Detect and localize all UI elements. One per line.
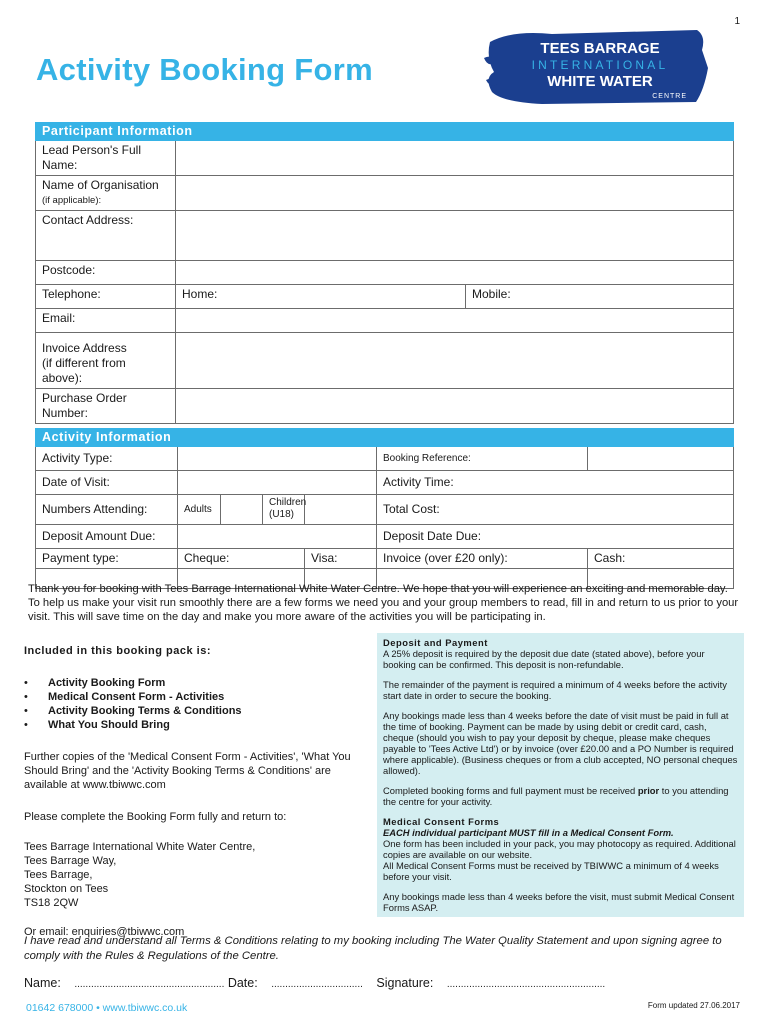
home-phone-field[interactable]: Home:	[176, 285, 466, 309]
booking-ref-label: Booking Reference:	[377, 447, 588, 471]
logo-line2: INTERNATIONAL	[531, 58, 669, 72]
email-field[interactable]	[176, 309, 734, 333]
page-number: 1	[734, 16, 740, 27]
medical-p2: All Medical Consent Forms must be received by TBIWWC a minimum of 4 weeks before your visit.	[383, 860, 719, 882]
medical-p3: Any bookings made less than 4 weeks before the visit, must submit Medical Consent Forms ASAP.	[383, 891, 735, 913]
address-label: Contact Address:	[36, 211, 176, 261]
telephone-label: Telephone:	[36, 285, 176, 309]
deposit-amount-field[interactable]	[178, 525, 377, 549]
lead-name-label: Lead Person's Full Name:	[36, 141, 176, 176]
pack-return: Please complete the Booking Form fully and return to:	[24, 811, 287, 823]
return-email[interactable]: Or email: enquiries@tbiwwc.com	[24, 926, 185, 938]
deposit-p4: Completed booking forms and full payment must be received prior to you attending the centre for your activity.	[383, 785, 729, 807]
pack-list	[24, 676, 364, 732]
activity-time-field[interactable]: Activity Time:	[377, 471, 734, 495]
activity-type-label: Activity Type:	[36, 447, 178, 471]
pack-item: • Activity Booking Terms & Conditions	[48, 704, 364, 718]
activity-table	[35, 428, 734, 589]
logo-line1: TEES BARRAGE	[540, 40, 660, 57]
deposit-p2: The remainder of the payment is required a minimum of 4 weeks before the activity start date in order to secure the booking.	[383, 679, 727, 701]
adults-label: Adults	[178, 495, 221, 525]
logo-line3: WHITE WATER	[547, 73, 653, 90]
date-field[interactable]: .................................	[271, 979, 363, 990]
booking-pack-info	[24, 643, 364, 939]
footer-contact: 01642 678000 • www.tbiwwc.co.uk	[26, 1002, 188, 1014]
signature-field[interactable]: .........................................................	[446, 979, 606, 990]
medical-heading: Medical Consent Forms	[383, 816, 500, 827]
children-field[interactable]	[305, 495, 377, 525]
intro-text: Thank you for booking with Tees Barrage International White Water Centre. We hope that you will experience an exciting and memorable day. To help us make your visit run smoothly there are a few forms we need you and your group members to read, fill in and return to us prior to your visit. This will save time on the day and make you more aware of the activities you will be participating in.	[28, 583, 739, 623]
invoice-field[interactable]: Invoice (over £20 only):	[377, 549, 588, 569]
address-field[interactable]	[176, 211, 734, 261]
deposit-date-field[interactable]: Deposit Date Due:	[377, 525, 734, 549]
pack-item: • Activity Booking Form	[48, 676, 364, 690]
deposit-p1: A 25% deposit is required by the deposit due date (stated above), before your booking can be confirmed. This deposit is non-refundable.	[383, 648, 705, 670]
visa-field[interactable]: Visa:	[305, 549, 377, 569]
invoice-address-label: Invoice Address (if different from above):	[36, 333, 176, 389]
cash-field[interactable]: Cash:	[588, 549, 734, 569]
children-label: Children (U18)	[263, 495, 305, 525]
signature-line: Name: ...................................................... Date: ................................. Signature: .........................................................	[24, 976, 606, 990]
organisation-label: Name of Organisation (if applicable):	[36, 176, 176, 211]
deposit-heading: Deposit and Payment	[383, 637, 488, 648]
pack-item: • Medical Consent Form - Activities	[48, 690, 364, 704]
po-number-label: Purchase Order Number:	[36, 389, 176, 424]
agreement-text: I have read and understand all Terms & Conditions relating to my booking including The Water Quality Statement and upon signing agree to comply with the Rules & Regulations of the Centre.	[24, 935, 722, 962]
booking-form	[35, 122, 733, 589]
email-label: Email:	[36, 309, 176, 333]
centre-logo	[482, 28, 712, 106]
lead-name-field[interactable]	[176, 141, 734, 176]
adults-field[interactable]	[221, 495, 263, 525]
page-title: Activity Booking Form	[36, 52, 373, 87]
pack-copies: Further copies of the 'Medical Consent Form - Activities', 'What You Should Bring' and the 'Activity Booking Terms & Conditions' are available at www.tbiwwc.com	[24, 751, 351, 791]
logo-line4: CENTRE	[652, 93, 687, 100]
organisation-field[interactable]	[176, 176, 734, 211]
postcode-label: Postcode:	[36, 261, 176, 285]
return-address: Tees Barrage International White Water Centre, Tees Barrage Way, Tees Barrage, Stockton on Tees TS18 2QW	[24, 841, 256, 909]
deposit-payment-box	[377, 633, 744, 917]
medical-bold: EACH individual participant MUST fill in a Medical Consent Form.	[383, 827, 674, 838]
medical-p1: One form has been included in your pack, you may photocopy as required. Additional copies are available on our website.	[383, 838, 736, 860]
date-of-visit-field[interactable]	[178, 471, 377, 495]
deposit-p3: Any bookings made less than 4 weeks before the date of visit must be paid in full at the time of booking. Payment can be made by using debit or credit card, cash, cheque (should you wish to pay your deposit by cheque, please make cheques payable to 'Tees Active Ltd') or by invoice (over £20.00 and a PO Number is required where applicable). (Business cheques or from a club accepted, NO personal cheques allowed).	[383, 710, 738, 776]
numbers-label: Numbers Attending:	[36, 495, 178, 525]
participant-header: Participant Information	[36, 123, 734, 141]
participant-table	[35, 122, 734, 424]
activity-type-field[interactable]	[178, 447, 377, 471]
pack-heading: Included in this booking pack is:	[24, 645, 212, 657]
activity-header: Activity Information	[36, 429, 734, 447]
invoice-address-field[interactable]	[176, 333, 734, 389]
form-updated: Form updated 27.06.2017	[647, 1001, 740, 1010]
booking-ref-field[interactable]	[588, 447, 734, 471]
name-field[interactable]: ......................................................	[74, 979, 225, 990]
postcode-field[interactable]	[176, 261, 734, 285]
cheque-field[interactable]: Cheque:	[178, 549, 305, 569]
po-number-field[interactable]	[176, 389, 734, 424]
date-of-visit-label: Date of Visit:	[36, 471, 178, 495]
pack-item: • What You Should Bring	[48, 718, 364, 732]
total-cost-field[interactable]: Total Cost:	[377, 495, 734, 525]
mobile-field[interactable]: Mobile:	[466, 285, 734, 309]
payment-type-label: Payment type:	[36, 549, 178, 569]
deposit-amount-label: Deposit Amount Due:	[36, 525, 178, 549]
